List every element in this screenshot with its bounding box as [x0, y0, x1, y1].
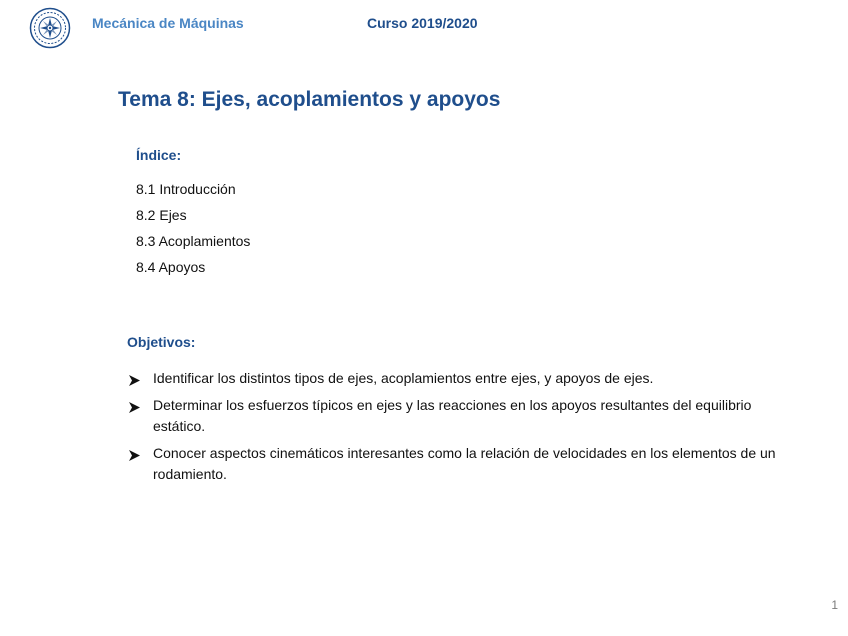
index-heading: Índice: — [136, 147, 182, 163]
index-list — [136, 176, 250, 280]
index-item: 8.3 Acoplamientos — [136, 233, 251, 249]
arrowhead-bullet-icon — [128, 399, 141, 412]
objectives-list — [127, 368, 787, 491]
arrowhead-bullet-icon — [128, 372, 141, 385]
subject-name: Mecánica de Máquinas — [92, 15, 244, 31]
university-seal-icon — [29, 7, 71, 49]
objective-text: Determinar los esfuerzos típicos en ejes y las reacciones en los apoyos resultantes del equilibrio estático. — [153, 397, 752, 434]
slide-title: Tema 8: Ejes, acoplamientos y apoyos — [118, 88, 501, 111]
objectives-heading: Objetivos: — [127, 334, 196, 350]
objective-item — [127, 395, 787, 437]
index-item: 8.2 Ejes — [136, 207, 187, 223]
index-item: 8.1 Introducción — [136, 181, 236, 197]
objective-text: Conocer aspectos cinemáticos interesantes como la relación de velocidades en los elementos de un rodamiento. — [153, 445, 776, 482]
index-item: 8.4 Apoyos — [136, 259, 206, 275]
objective-text: Identificar los distintos tipos de ejes, acoplamientos entre ejes, y apoyos de ejes. — [153, 370, 654, 386]
arrowhead-bullet-icon — [128, 447, 141, 460]
page-number: 1 — [831, 598, 838, 612]
objective-item — [127, 443, 787, 485]
objective-item — [127, 368, 787, 389]
course-year: Curso 2019/2020 — [367, 15, 478, 31]
